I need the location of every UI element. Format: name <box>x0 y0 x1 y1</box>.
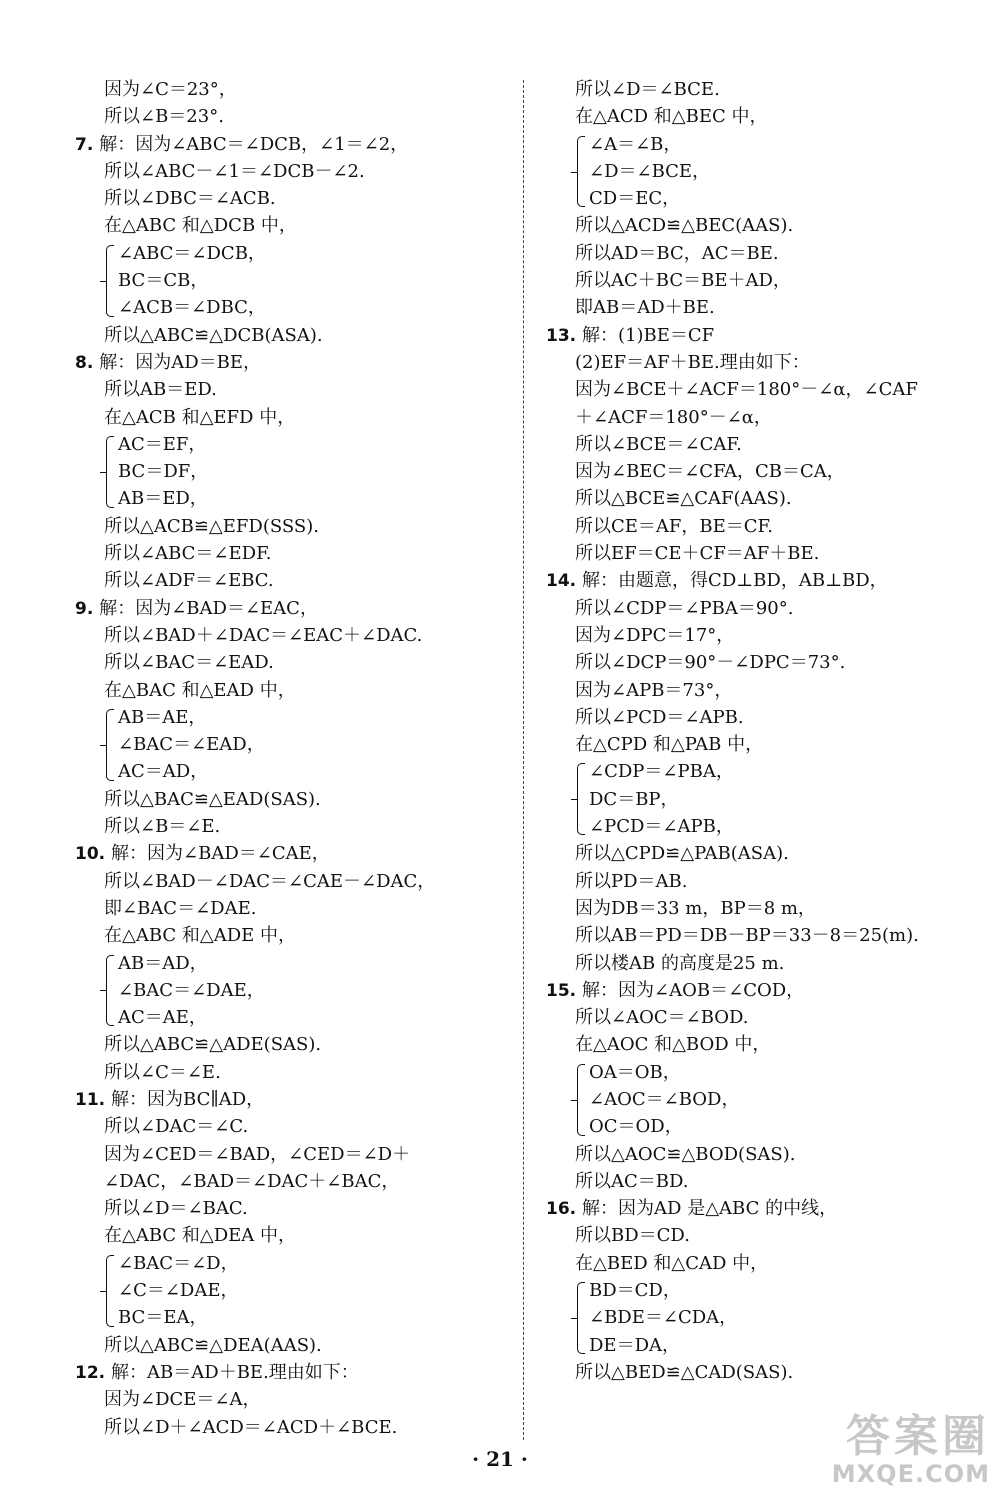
system-condition: AB＝ED， <box>118 488 208 510</box>
problem-heading <box>546 322 986 349</box>
problem-heading <box>75 1359 515 1386</box>
solution-line: 因为∠APB＝73°， <box>575 679 733 701</box>
solution-line: 所以∠CDP＝∠PBA＝90°. <box>575 597 794 619</box>
solution-line: 所以AB＝ED. <box>104 379 217 401</box>
solution-line: 在△BED 和△CAD 中， <box>575 1252 769 1274</box>
solution-line: 在△ABC 和△DEA 中， <box>104 1225 297 1247</box>
equation-system <box>104 431 515 513</box>
solution-line: 在△AOC 和△BOD 中， <box>575 1034 771 1056</box>
solution-line: 所以△BCE≌△CAF(AAS). <box>575 488 792 510</box>
solution-line: 所以AB＝PD＝DB－BP＝33－8＝25(m). <box>575 925 919 947</box>
solution-line: 因为∠C＝23°， <box>104 79 237 100</box>
solution-line: 所以AC＋BC＝BE＋AD， <box>575 270 791 292</box>
solution-line: 所以△BED≌△CAD(SAS). <box>575 1361 794 1383</box>
problem-heading <box>75 131 515 158</box>
solution-line: 所以AC＝BD. <box>575 1170 689 1192</box>
solution-line: 所以∠AOC＝∠BOD. <box>575 1007 749 1029</box>
equation-system <box>575 1059 986 1141</box>
problem-number: 10. <box>75 844 112 865</box>
column-divider <box>523 80 524 1440</box>
solution-line: 因为DB＝33 m，BP＝8 m， <box>575 897 816 919</box>
problem-heading <box>546 1195 986 1222</box>
system-condition: ∠BDE＝∠CDA， <box>589 1307 738 1329</box>
problem-text: 解：因为∠BAD＝∠CAE， <box>111 843 330 865</box>
solution-line: 所以∠DCP＝90°－∠DPC＝73°. <box>575 652 846 674</box>
problem-number: 9. <box>75 598 100 619</box>
solution-line: 在△ABC 和△ADE 中， <box>104 925 297 947</box>
system-condition: ∠A＝∠B， <box>589 133 682 155</box>
solution-line: 所以∠BAD＋∠DAC＝∠EAC＋∠DAC. <box>104 624 423 646</box>
solution-line: 在△ACD 和△BEC 中， <box>575 106 768 128</box>
system-condition: BC＝DF， <box>118 461 209 483</box>
watermark-brand: 答案圈 <box>846 1411 990 1462</box>
system-condition: AC＝AD， <box>118 761 209 783</box>
solution-line: 因为∠CED＝∠BAD，∠CED＝∠D＋ <box>104 1143 411 1165</box>
right-column <box>546 76 986 1386</box>
system-condition: ∠C＝∠DAE， <box>118 1280 239 1302</box>
system-condition: DE＝DA， <box>589 1334 681 1356</box>
solution-line: 所以∠B＝23°. <box>104 106 224 128</box>
solution-line: 所以∠BAC＝∠EAD. <box>104 652 274 674</box>
solution-line: 因为∠DPC＝17°， <box>575 624 735 646</box>
solution-line: 所以∠DAC＝∠C. <box>104 1116 249 1138</box>
page-number: · 21 · <box>472 1447 528 1471</box>
problem-text: 解：因为AD＝BE， <box>99 351 262 373</box>
solution-line: 所以CE＝AF，BE＝CF. <box>575 515 773 537</box>
solution-line: (2)EF＝AF＋BE.理由如下： <box>575 351 810 373</box>
problem-heading <box>75 349 515 376</box>
solution-line: 所以∠DBC＝∠ACB. <box>104 188 276 210</box>
problem-heading <box>546 977 986 1004</box>
solution-line: 即AB＝AD＋BE. <box>575 297 715 319</box>
solution-line: 所以AD＝BC，AC＝BE. <box>575 242 779 264</box>
problem-number: 12. <box>75 1362 112 1383</box>
system-condition: ∠CDP＝∠PBA， <box>589 761 734 783</box>
solution-line: 在△CPD 和△PAB 中， <box>575 734 764 756</box>
system-condition: AC＝EF， <box>118 433 207 455</box>
system-condition: ∠ACB＝∠DBC， <box>118 297 266 319</box>
solution-line: 所以EF＝CE＋CF＝AF＋BE. <box>575 543 820 565</box>
solution-line: 在△ABC 和△DCB 中， <box>104 215 297 237</box>
problem-number: 16. <box>546 1199 583 1220</box>
solution-line: 所以∠BAD－∠DAC＝∠CAE－∠DAC， <box>104 870 436 892</box>
system-condition: BC＝CB， <box>118 270 209 292</box>
solution-line: 因为∠BCE＋∠ACF＝180°－∠α，∠CAF <box>575 379 918 401</box>
problem-heading <box>75 595 515 622</box>
problem-text: 解：因为BC∥AD， <box>111 1088 265 1110</box>
solution-line: ∠DAC，∠BAD＝∠DAC＋∠BAC， <box>104 1170 400 1192</box>
system-condition: OC＝OD， <box>589 1116 683 1138</box>
system-condition: AB＝AE， <box>118 706 207 728</box>
problem-heading <box>546 567 986 594</box>
solution-line: 所以△ACB≌△EFD(SSS). <box>104 515 319 537</box>
solution-line: 因为∠BEC＝∠CFA，CB＝CA， <box>575 461 845 483</box>
problem-text: 解：因为∠AOB＝∠COD， <box>582 979 805 1001</box>
solution-line: 所以∠D＋∠ACD＝∠ACD＋∠BCE. <box>104 1416 398 1438</box>
problem-number: 7. <box>75 134 100 155</box>
system-condition: BC＝EA， <box>118 1307 208 1329</box>
solution-line: 所以△AOC≌△BOD(SAS). <box>575 1143 796 1165</box>
problem-text: 解：由题意，得CD⊥BD，AB⊥BD， <box>582 570 888 592</box>
system-condition: ∠BAC＝∠DAE， <box>118 979 265 1001</box>
solution-line: 因为∠DCE＝∠A， <box>104 1389 261 1411</box>
solution-line: 所以∠ABC－∠1＝∠DCB－∠2. <box>104 160 365 182</box>
system-condition: AB＝AD， <box>118 952 208 974</box>
problem-number: 15. <box>546 980 583 1001</box>
solution-line: 在△BAC 和△EAD 中， <box>104 679 296 701</box>
solution-line: 所以△CPD≌△PAB(ASA). <box>575 843 789 865</box>
solution-line: 所以△BAC≌△EAD(SAS). <box>104 788 321 810</box>
solution-line: 所以∠D＝∠BCE. <box>575 79 720 100</box>
solution-line: 所以PD＝AB. <box>575 870 688 892</box>
system-condition: ∠PCD＝∠APB， <box>589 816 734 838</box>
system-condition: ∠BAC＝∠D， <box>118 1252 239 1274</box>
equation-system <box>104 704 515 786</box>
equation-system <box>575 1277 986 1359</box>
problem-text: 解：因为∠ABC＝∠DCB，∠1＝∠2， <box>99 133 409 155</box>
solution-line: ＋∠ACF＝180°－∠α， <box>575 406 772 428</box>
problem-heading <box>75 840 515 867</box>
problem-text: 解：(1)BE＝CF <box>582 324 715 346</box>
solution-line: 所以∠C＝∠E. <box>104 1061 221 1083</box>
solution-line: 所以△ABC≌△DCB(ASA). <box>104 324 323 346</box>
problem-text: 解：AB＝AD＋BE.理由如下： <box>111 1361 359 1383</box>
equation-system <box>575 131 986 213</box>
problem-number: 8. <box>75 352 100 373</box>
solution-line: 所以∠BCE＝∠CAF. <box>575 433 742 455</box>
problem-number: 13. <box>546 325 583 346</box>
solution-line: 所以△ABC≌△DEA(AAS). <box>104 1334 322 1356</box>
problem-number: 11. <box>75 1089 112 1110</box>
equation-system <box>104 950 515 1032</box>
system-condition: ∠BAC＝∠EAD， <box>118 734 265 756</box>
solution-line: 所以∠ABC＝∠EDF. <box>104 543 272 565</box>
solution-line: 所以∠PCD＝∠APB. <box>575 706 744 728</box>
system-condition: OA＝OB， <box>589 1061 681 1083</box>
problem-text: 解：因为AD 是△ABC 的中线， <box>582 1198 838 1220</box>
equation-system <box>575 758 986 840</box>
solution-line: 所以△ABC≌△ADE(SAS). <box>104 1034 322 1056</box>
solution-line: 所以∠ADF＝∠EBC. <box>104 570 274 592</box>
problem-text: 解：因为∠BAD＝∠EAC， <box>99 597 318 619</box>
solution-line: 所以△ACD≌△BEC(AAS). <box>575 215 794 237</box>
system-condition: BD＝CD， <box>589 1280 681 1302</box>
left-column <box>75 76 515 1441</box>
equation-system <box>104 240 515 322</box>
system-condition: ∠D＝∠BCE， <box>589 160 711 182</box>
watermark-url: MXQE.COM <box>831 1460 990 1488</box>
problem-heading <box>75 1086 515 1113</box>
system-condition: ∠AOC＝∠BOD， <box>589 1088 740 1110</box>
watermark <box>831 1411 990 1488</box>
solution-line: 所以∠B＝∠E. <box>104 816 221 838</box>
solution-line: 在△ACB 和△EFD 中， <box>104 406 296 428</box>
system-condition: DC＝BP， <box>589 788 679 810</box>
equation-system <box>104 1250 515 1332</box>
system-condition: AC＝AE， <box>118 1007 207 1029</box>
problem-number: 14. <box>546 571 583 592</box>
system-condition: ∠ABC＝∠DCB， <box>118 242 266 264</box>
solution-line: 即∠BAC＝∠DAE. <box>104 897 257 919</box>
solution-line: 所以BD＝CD. <box>575 1225 690 1247</box>
solution-line: 所以楼AB 的高度是25 m. <box>575 952 785 974</box>
system-condition: CD＝EC， <box>589 188 681 210</box>
solution-line: 所以∠D＝∠BAC. <box>104 1198 248 1220</box>
